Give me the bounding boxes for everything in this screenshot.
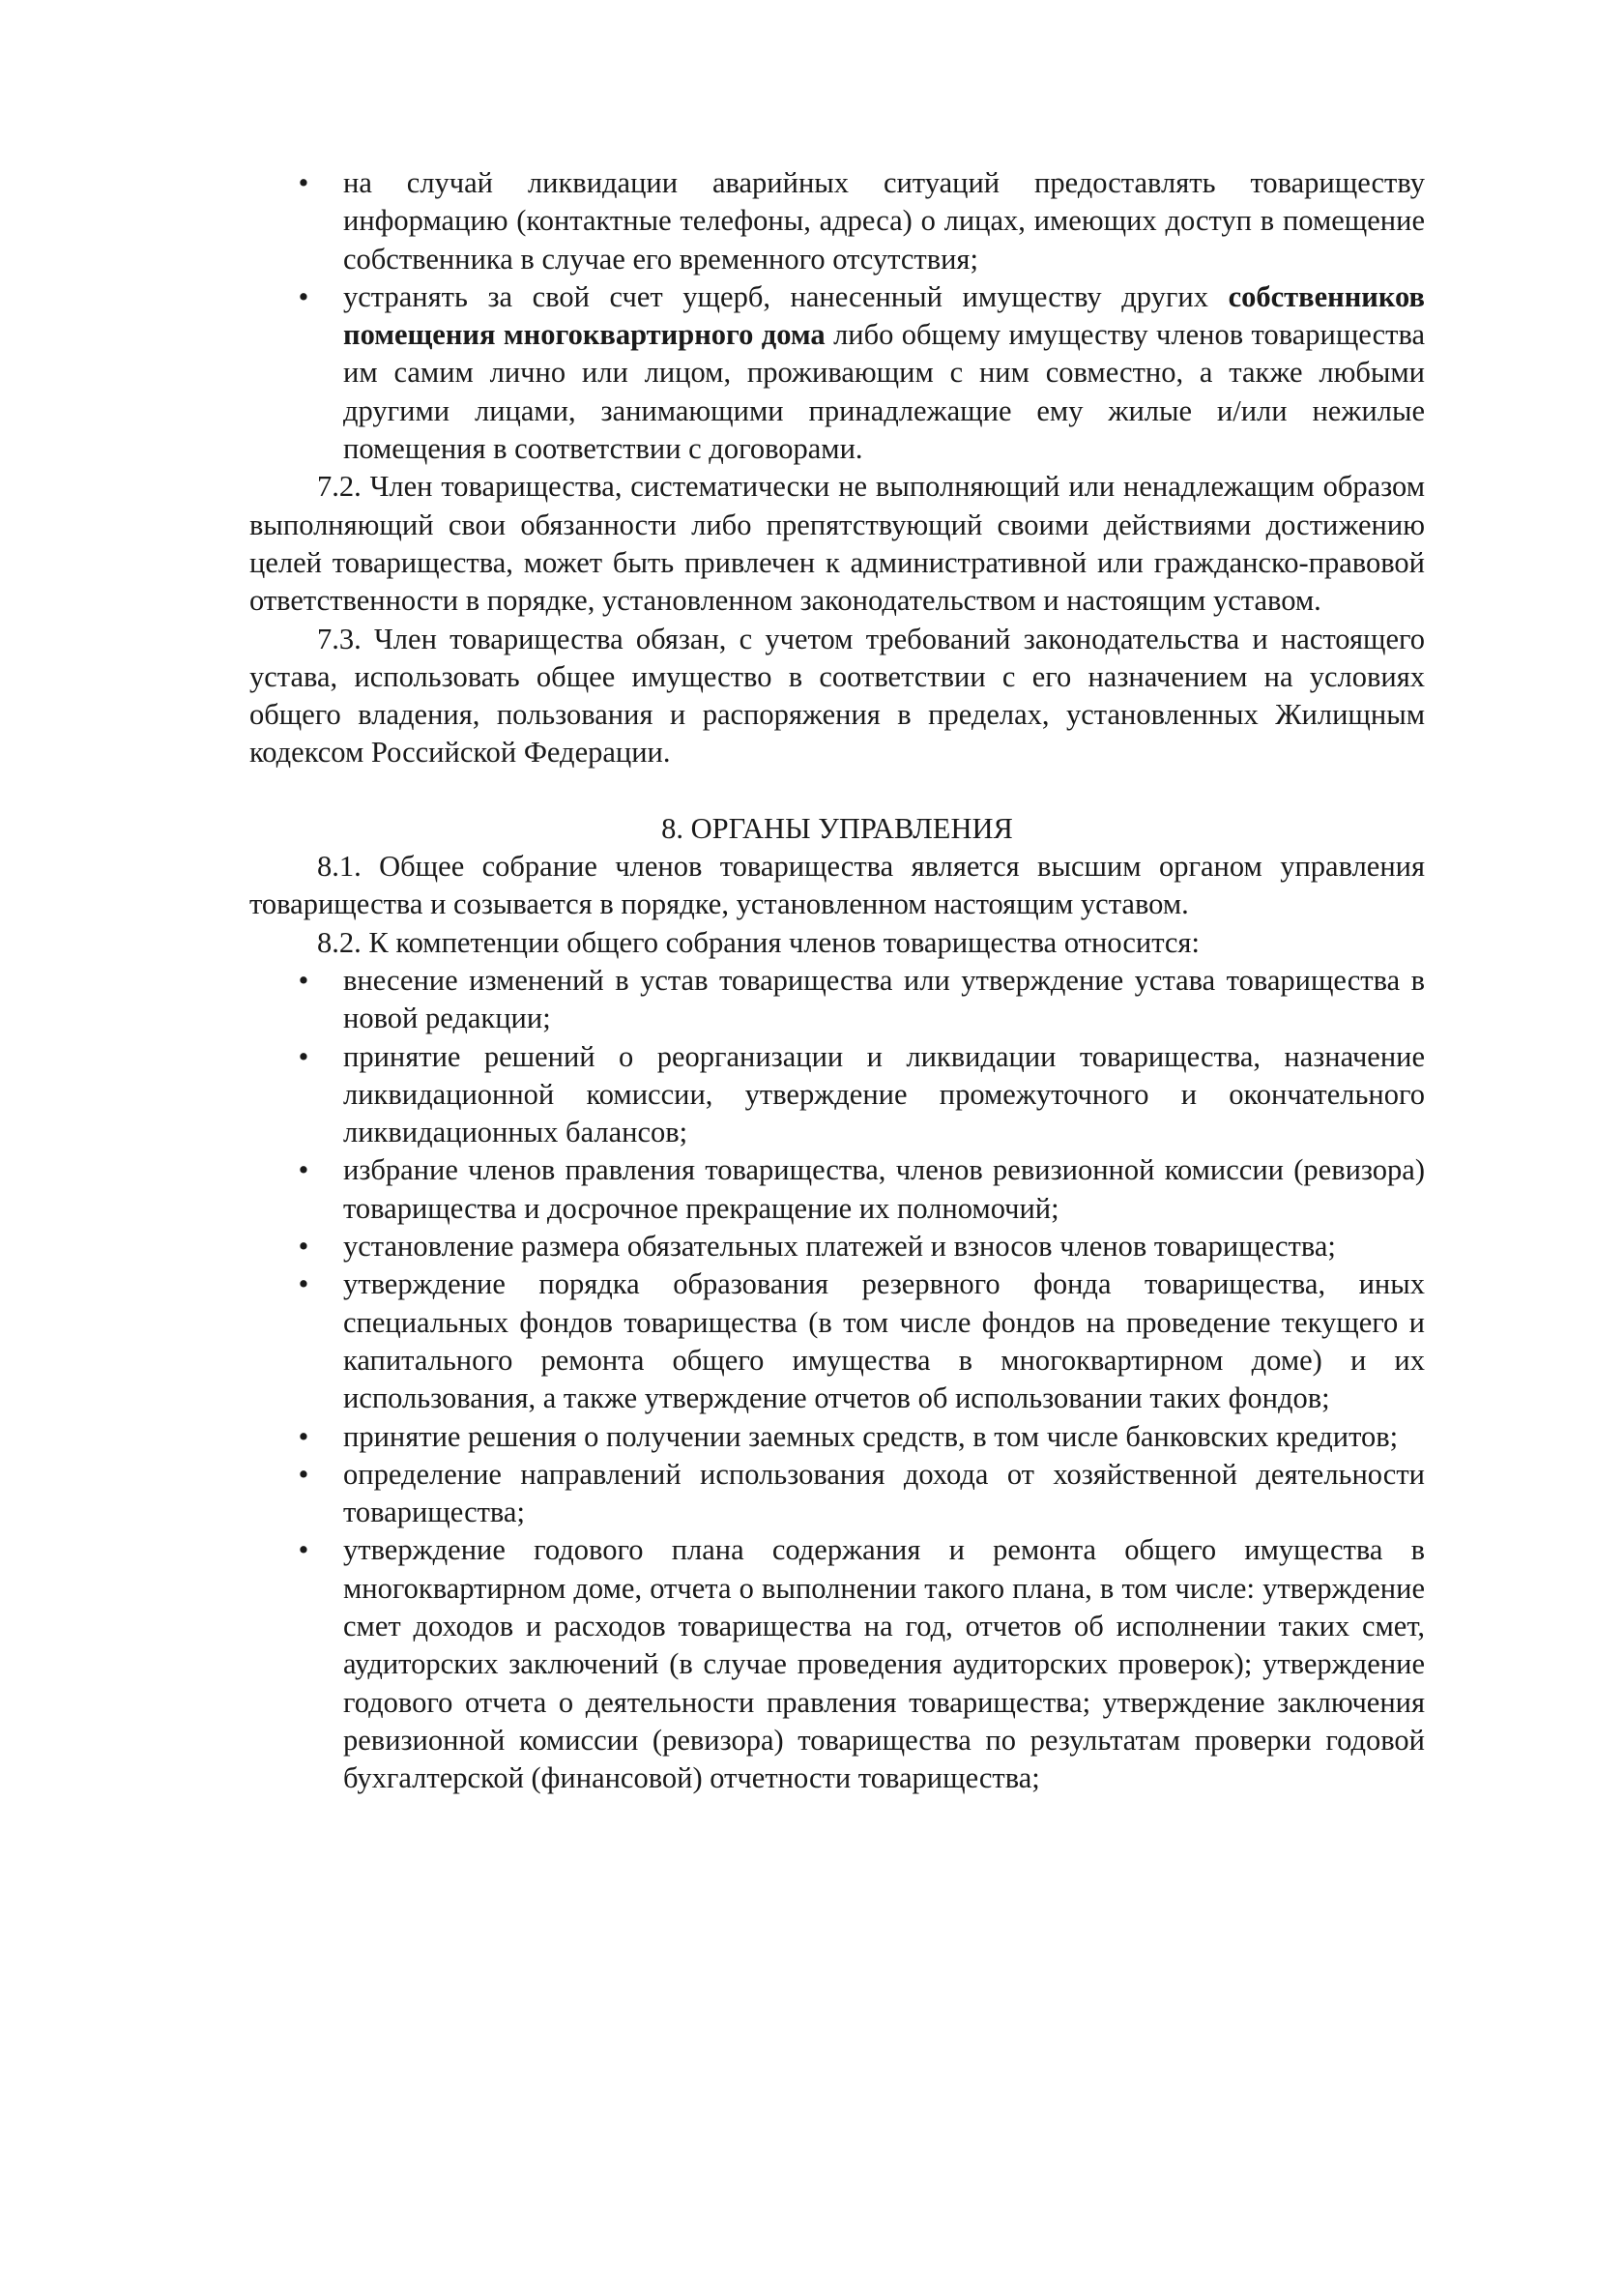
- bullet-icon: •: [298, 1457, 309, 1491]
- paragraph-8-1: 8.1. Общее собрание членов товарищества является высшим органом управления товарищества и созывается в порядке, установленном настоящим уставом.: [249, 850, 1425, 921]
- bullet-icon: •: [298, 963, 309, 997]
- bullet-icon: •: [298, 1267, 309, 1301]
- list-item-text: внесение изменений в устав товарищества или утверждение устава товарищества в новой редакции;: [343, 963, 1425, 1035]
- bullet-icon: •: [298, 1419, 309, 1453]
- list-item-text: на случай ликвидации аварийных ситуаций предоставлять товариществу информацию (контактные телефоны, адреса) о лицах, имеющих доступ в помещение собственника в случае его временного отсутствия;: [343, 166, 1425, 276]
- list-item: [249, 1151, 1425, 1228]
- obligations-list: [249, 164, 1425, 468]
- bullet-icon: •: [298, 166, 309, 199]
- competence-list: [249, 962, 1425, 1798]
- bullet-icon: •: [298, 1230, 309, 1264]
- list-item: [249, 164, 1425, 278]
- list-item: [249, 1228, 1425, 1265]
- list-item: [249, 962, 1425, 1038]
- list-item-text: принятие решения о получении заемных средств, в том числе банковских кредитов;: [343, 1419, 1399, 1453]
- list-item-text: принятие решений о реорганизации и ликвидации товарищества, назначение ликвидационной комиссии, утверждение промежуточного и окончательного ликвидационных балансов;: [343, 1039, 1425, 1149]
- list-item-text-start: устранять за свой счет ущерб, нанесенный имуществу других: [343, 279, 1229, 313]
- bullet-icon: •: [298, 1533, 309, 1567]
- paragraph-8-2: 8.2. К компетенции общего собрания членов товарищества относится:: [317, 925, 1200, 959]
- list-item: [249, 1456, 1425, 1532]
- list-item-text: утверждение годового плана содержания и ремонта общего имущества в многоквартирном доме, отчета о выполнении такого плана, в том числе: утверждение смет доходов и расходов товарищества на год, отчетов об исполнении таких смет, аудиторских заключений (в случае проведения аудиторских проверок); утверждение годового отчета о деятельности правления товарищества; утверждение заключения ревизионной комиссии (ревизора) товарищества по результатам проверки годовой бухгалтерской (финансовой) отчетности товарищества;: [343, 1533, 1425, 1795]
- list-item-text: утверждение порядка образования резервного фонда товарищества, иных специальных фондов товарищества (в том числе фондов на проведение текущего и капитального ремонта общего имущества в многоквартирном доме) и их использования, а также утверждение отчетов об использовании таких фондов;: [343, 1267, 1425, 1415]
- paragraph-7-2: 7.2. Член товарищества, систематически не выполняющий или ненадлежащим образом выполняющий свои обязанности либо препятствующий своими действиями достижению целей товарищества, может быть привлечен к административной или гражданско-правовой ответственности в порядке, установленном законодательством и настоящим уставом.: [249, 470, 1425, 618]
- list-item: [249, 1418, 1425, 1456]
- list-item: [249, 1265, 1425, 1417]
- list-item-text: избрание членов правления товарищества, членов ревизионной комиссии (ревизора) товарищества и досрочное прекращение их полномочий;: [343, 1153, 1425, 1225]
- paragraph-7-3: 7.3. Член товарищества обязан, с учетом требований законодательства и настоящего устава, использовать общее имущество в соответствии с его назначением на условиях общего владения, пользования и распоряжения в пределах, установленных Жилищным кодексом Российской Федерации.: [249, 622, 1425, 770]
- document-page: [249, 164, 1425, 1797]
- list-item-text: установление размера обязательных платежей и взносов членов товарищества;: [343, 1230, 1336, 1264]
- list-item-bold-text: собственников помещения многоквартирного дома: [343, 279, 1425, 352]
- list-item: [249, 1531, 1425, 1797]
- bullet-icon: •: [298, 279, 309, 313]
- section-heading: 8. ОРГАНЫ УПРАВЛЕНИЯ: [661, 811, 1013, 845]
- bullet-icon: •: [298, 1153, 309, 1187]
- list-item: [249, 278, 1425, 468]
- list-item: [249, 1038, 1425, 1152]
- list-item-text-end: либо общему имуществу членов товарищества им самим лично или лицом, проживающим с ним совместно, а также любыми другими лицами, занимающими принадлежащие ему жилые и/или нежилые помещения в соответствии с договорами.: [343, 318, 1425, 466]
- list-item-text: определение направлений использования дохода от хозяйственной деятельности товарищества;: [343, 1457, 1425, 1529]
- bullet-icon: •: [298, 1039, 309, 1073]
